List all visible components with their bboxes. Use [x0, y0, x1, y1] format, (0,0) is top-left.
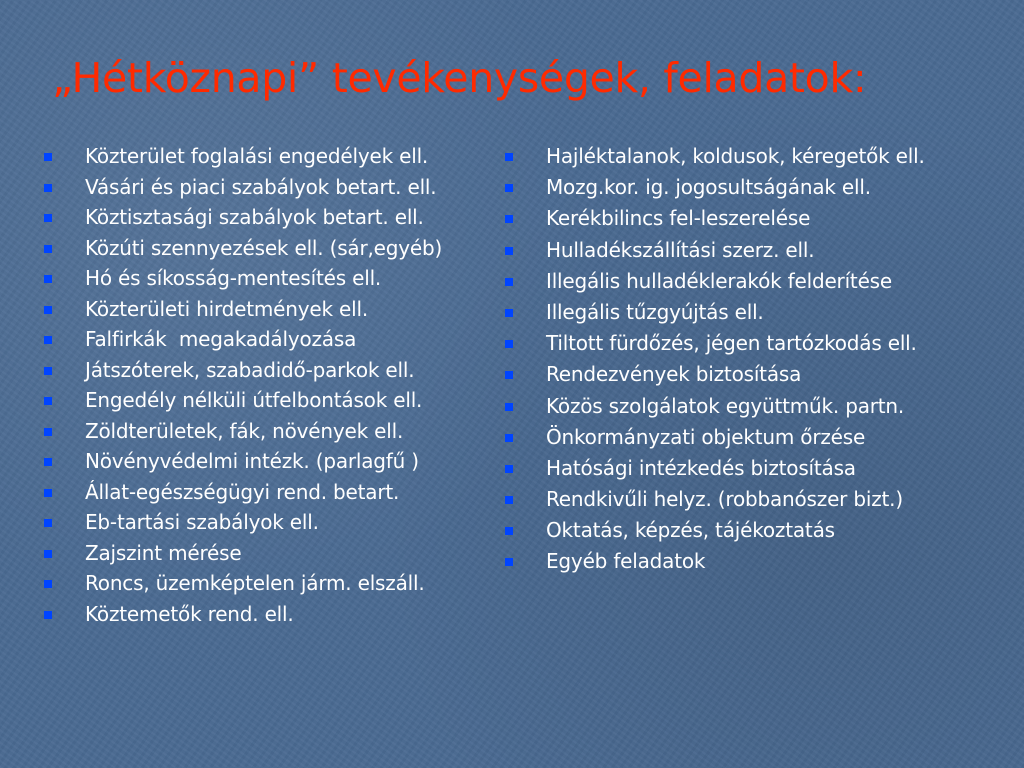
list-item [505, 456, 985, 480]
list-item [505, 425, 985, 449]
list-item [505, 269, 985, 293]
list-item [44, 327, 489, 351]
square-bullet-icon [505, 465, 513, 473]
list-item-text: Oktatás, képzés, tájékoztatás [546, 518, 835, 543]
list-item [44, 541, 489, 565]
list-item [44, 571, 489, 595]
square-bullet-icon [44, 184, 52, 192]
list-item-text: Állat-egészségügyi rend. betart. [85, 479, 400, 504]
list-item-text: Eb-tartási szabályok ell. [85, 510, 319, 534]
list-item-text: Kerékbilincs fel-leszerelése [546, 206, 811, 231]
list-item [44, 175, 489, 199]
square-bullet-icon [505, 215, 513, 223]
list-item [505, 300, 985, 324]
list-item-text: Hó és síkosság-mentesítés ell. [85, 266, 382, 290]
square-bullet-icon [44, 580, 52, 588]
square-bullet-icon [505, 309, 513, 317]
square-bullet-icon [505, 527, 513, 535]
list-item [44, 205, 489, 229]
list-item [505, 175, 985, 199]
list-item-text: Közös szolgálatok együttműk. partn. [546, 393, 905, 418]
list-item-text: Vásári és piaci szabályok betart. ell. [85, 174, 437, 199]
square-bullet-icon [505, 403, 513, 411]
list-item [44, 510, 489, 534]
list-item-text: Zöldterületek, fák, növények ell. [85, 418, 404, 443]
list-item [505, 206, 985, 230]
list-item [505, 362, 985, 386]
list-item [44, 449, 489, 473]
square-bullet-icon [44, 275, 52, 283]
slide-title: „Hétköznapi” tevékenységek, feladatok: [52, 54, 867, 102]
square-bullet-icon [44, 336, 52, 344]
left-bullet-list [44, 144, 489, 632]
list-item-text: Rendezvények biztosítása [546, 362, 802, 387]
square-bullet-icon [505, 496, 513, 504]
list-item-text: Önkormányzati objektum őrzése [546, 424, 866, 449]
square-bullet-icon [44, 519, 52, 527]
list-item [505, 394, 985, 418]
list-item [44, 297, 489, 321]
list-item [44, 388, 489, 412]
square-bullet-icon [44, 397, 52, 405]
list-item-text: Hulladékszállítási szerz. ell. [546, 237, 815, 262]
square-bullet-icon [505, 371, 513, 379]
square-bullet-icon [505, 184, 513, 192]
list-item [505, 549, 985, 573]
list-item-text: Engedély nélküli útfelbontások ell. [85, 388, 423, 412]
square-bullet-icon [44, 245, 52, 253]
list-item-text: Falfirkák megakadályozása [85, 327, 357, 351]
list-item-text: Hajléktalanok, koldusok, kéregetők ell. [546, 144, 925, 168]
list-item-text: Közúti szennyezések ell. (sár,egyéb) [85, 235, 443, 260]
list-item-text: Játszóterek, szabadidő-parkok ell. [85, 357, 415, 382]
list-item [44, 266, 489, 290]
list-item-text: Illegális hulladéklerakók felderítése [546, 268, 892, 293]
list-item [44, 358, 489, 382]
square-bullet-icon [44, 367, 52, 375]
list-item [44, 144, 489, 168]
list-item-text: Roncs, üzemképtelen járm. elszáll. [85, 571, 425, 595]
list-item [505, 331, 985, 355]
right-bullet-list [505, 144, 985, 581]
square-bullet-icon [44, 550, 52, 558]
square-bullet-icon [44, 214, 52, 222]
square-bullet-icon [505, 340, 513, 348]
list-item-text: Rendkivűli helyz. (robbanószer bizt.) [546, 487, 903, 512]
list-item [505, 144, 985, 168]
list-item-text: Egyéb feladatok [546, 549, 706, 574]
list-item [505, 518, 985, 542]
square-bullet-icon [44, 458, 52, 466]
list-item-text: Növényvédelmi intézk. (parlagfű ) [85, 449, 419, 473]
square-bullet-icon [505, 278, 513, 286]
list-item [505, 238, 985, 262]
list-item [44, 236, 489, 260]
square-bullet-icon [505, 434, 513, 442]
list-item-text: Köztemetők rend. ell. [85, 601, 294, 626]
list-item-text: Közterület foglalási engedélyek ell. [85, 144, 429, 168]
list-item-text: Hatósági intézkedés biztosítása [546, 455, 856, 480]
list-item [505, 487, 985, 511]
list-item-text: Közterületi hirdetmények ell. [85, 296, 368, 321]
list-item-text: Illegális tűzgyújtás ell. [546, 299, 764, 324]
list-item-text: Mozg.kor. ig. jogosultságának ell. [546, 175, 871, 200]
list-item-text: Köztisztasági szabályok betart. ell. [85, 205, 424, 229]
list-item [44, 602, 489, 626]
square-bullet-icon [44, 153, 52, 161]
list-item-text: Tiltott fürdőzés, jégen tartózkodás ell. [546, 331, 917, 356]
square-bullet-icon [505, 153, 513, 161]
square-bullet-icon [44, 428, 52, 436]
list-item-text: Zajszint mérése [85, 540, 242, 565]
square-bullet-icon [505, 558, 513, 566]
square-bullet-icon [44, 611, 52, 619]
list-item [44, 419, 489, 443]
square-bullet-icon [44, 306, 52, 314]
list-item [44, 480, 489, 504]
square-bullet-icon [44, 489, 52, 497]
square-bullet-icon [505, 247, 513, 255]
